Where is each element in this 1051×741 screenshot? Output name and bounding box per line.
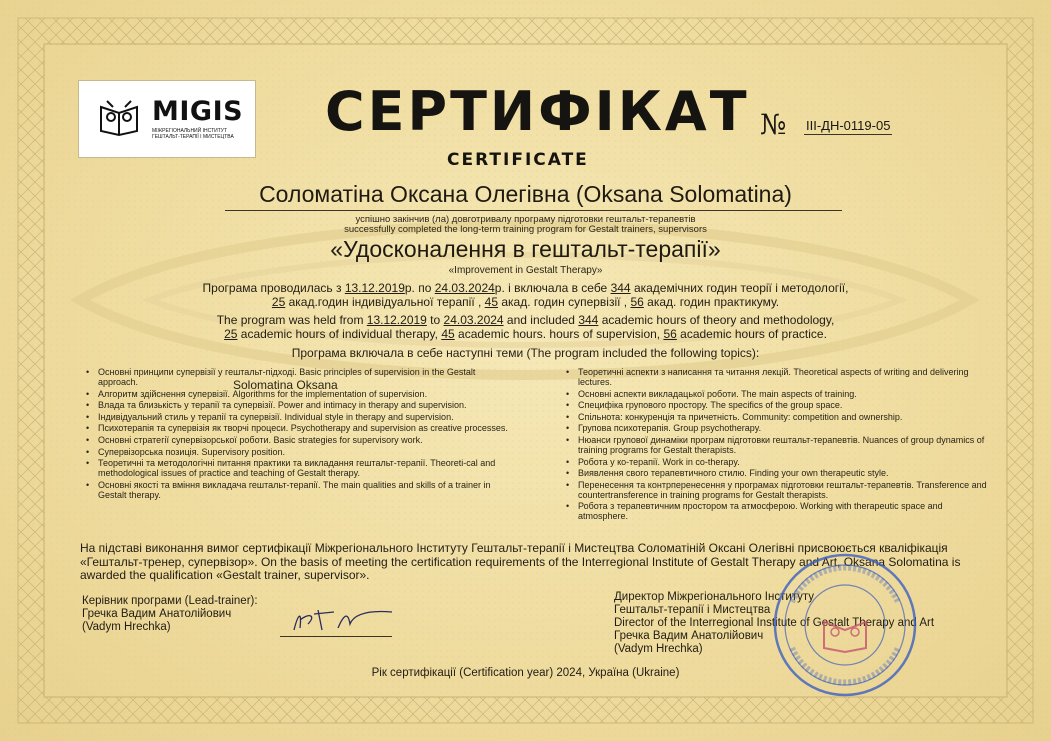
- list-item: • Психотерапія та супервізія як творчі процеси. Psychotherapy and supervision as creative processes.: [83, 423, 513, 433]
- list-item: • Перенесення та контрперенесення у програмах підготовки гештальт-терапевтів. Transference and countertransference in training programs for Gestalt therapists.: [563, 480, 993, 500]
- name-underline: [225, 210, 842, 211]
- certificate-number: III-ДН-0119-05: [806, 118, 891, 133]
- completed-ua: успішно закінчив (ла) довготривалу програму підготовки гештальт-терапевтів: [355, 214, 696, 225]
- owl-book-icon: [97, 95, 141, 139]
- award-text: На підставі виконання вимог сертифікації Міжрегіонального Інституту Гештальт-терапії і Мистецтва Соломатіній Оксані Олегівні присвоюється кваліфікація «Гештальт-тренер, супервізор». On the basis of meeting the certification requirements of the Interregional Institute of Gestalt Therapy and Art, Oksana Solomatina is awarded the qualification «Gestalt trainer, supervisor».: [80, 541, 961, 582]
- lead-signature-line: [280, 636, 392, 637]
- logo-subtitle: МІЖРЕГІОНАЛЬНИЙ ІНСТИТУТ ГЕШТАЛЬТ-ТЕРАПІЇ І МИСТЕЦТВА: [152, 128, 234, 140]
- director-role-ua-1: Директор Міжрегіонального Інституту: [614, 591, 815, 603]
- list-item: • Групова психотерапія. Group psychotherapy.: [563, 423, 993, 433]
- certification-year: Рік сертифікації (Certification year) 2024, Україна (Ukraine): [371, 667, 680, 679]
- list-item: • Виявлення свого терапевтичного стилю. Finding your own therapeutic style.: [563, 468, 993, 478]
- list-item: • Нюанси групової динаміки програм підготовки гештальт-терапевтів. Nuances of group dynamics of training programs for Gestalt therapists.: [563, 435, 993, 455]
- director-name: Гречка Вадим Анатолійович: [614, 630, 764, 642]
- list-item: • Основні стратегії супервізорської роботи. Basic strategies for supervisory work.: [83, 435, 513, 445]
- list-item: • Робота з терапевтичним простором та атмосферою. Working with therapeutic space and atmosphere.: [563, 501, 993, 521]
- lead-name: Гречка Вадим Анатолійович: [82, 608, 232, 620]
- list-item: • Основні якості та вміння викладача гештальт-терапії. The main qualities and skills of a trainer in Gestalt therapy.: [83, 480, 513, 500]
- list-item: • Супервізорська позиція. Supervisory position.: [83, 447, 513, 457]
- list-item: • Алгоритм здійснення супервізії. Algorithms for the implementation of supervision.: [83, 389, 513, 399]
- director-role-en: Director of the Interregional Institute of Gestalt Therapy and Art: [614, 617, 935, 629]
- completed-en: successfully completed the long-term training program for Gestalt trainers, supervisors: [344, 224, 707, 235]
- list-item: • Теоретичні та методологічні питання практики та викладання гештальт-терапії. Theoreti-cal and methodological issues of practice and teaching of Gestalt therapy.: [83, 458, 513, 478]
- list-item: • Індивідуальний стиль у терапії та супервізії. Individual style in therapy and supervision.: [83, 412, 513, 422]
- lead-trainer-block: [82, 595, 258, 634]
- topics-heading: Програма включала в себе наступні теми (The program included the following topics):: [291, 346, 760, 360]
- list-item: • Теоретичні аспекти з написання та читання лекцій. Theoretical aspects of writing and delivering lectures.: [563, 367, 993, 387]
- list-item: • Основні принципи супервізії у гештальт-підході. Basic principles of supervision in the Gestalt approach.: [83, 367, 513, 387]
- list-item: • Влада та близькість у терапії та супервізії. Power and intimacy in therapy and supervision.: [83, 400, 513, 410]
- list-item: • Основні аспекти викладацької роботи. The main aspects of training.: [563, 389, 993, 399]
- certificate-title: СЕРТИФІКАТ: [325, 80, 750, 143]
- program-details-en: The program was held from 13.12.2019 to 24.03.2024 and included 344 academic hours of theory and methodology, 25 academic hours of individual therapy, 45 academic hours. hours of supervision, 56 academic hours of practice.: [216, 313, 835, 341]
- program-title: «Удосконалення в гештальт-терапії»: [330, 236, 721, 262]
- lead-role: Керівник програми (Lead-trainer):: [82, 595, 258, 607]
- logo-name: MIGIS: [152, 96, 244, 127]
- director-name-en: (Vadym Hrechka): [614, 643, 703, 655]
- recipient-name: Соломатіна Оксана Олегівна (Oksana Solomatina): [259, 181, 792, 207]
- lead-signature: [288, 600, 398, 636]
- number-symbol: №: [760, 108, 787, 141]
- list-item: • Спільнота: конкуренція та причетність. Community: competition and ownership.: [563, 412, 993, 422]
- director-role-ua-2: Гештальт-терапії і Мистецтва: [614, 604, 771, 616]
- list-item: • Робота у ко-терапії. Work in co-therapy.: [563, 457, 993, 467]
- certificate-subtitle: CERTIFICATE: [447, 150, 589, 170]
- program-title-en: «Improvement in Gestalt Therapy»: [448, 265, 603, 276]
- lead-name-en: (Vadym Hrechka): [82, 621, 171, 633]
- topics-right-list: [563, 367, 993, 523]
- program-details-ua: Програма проводилась з 13.12.2019р. по 24.03.2024р. і включала в себе 344 академічних годин теорії і методології, 25 акад.годин індивідуальної терапії , 45 акад. годин супервізії , 56 акад. годин практикуму.: [202, 281, 849, 309]
- list-item: • Специфіка групового простору. The specifics of the group space.: [563, 400, 993, 410]
- overlay-name: Solomatina Oksana: [233, 378, 338, 392]
